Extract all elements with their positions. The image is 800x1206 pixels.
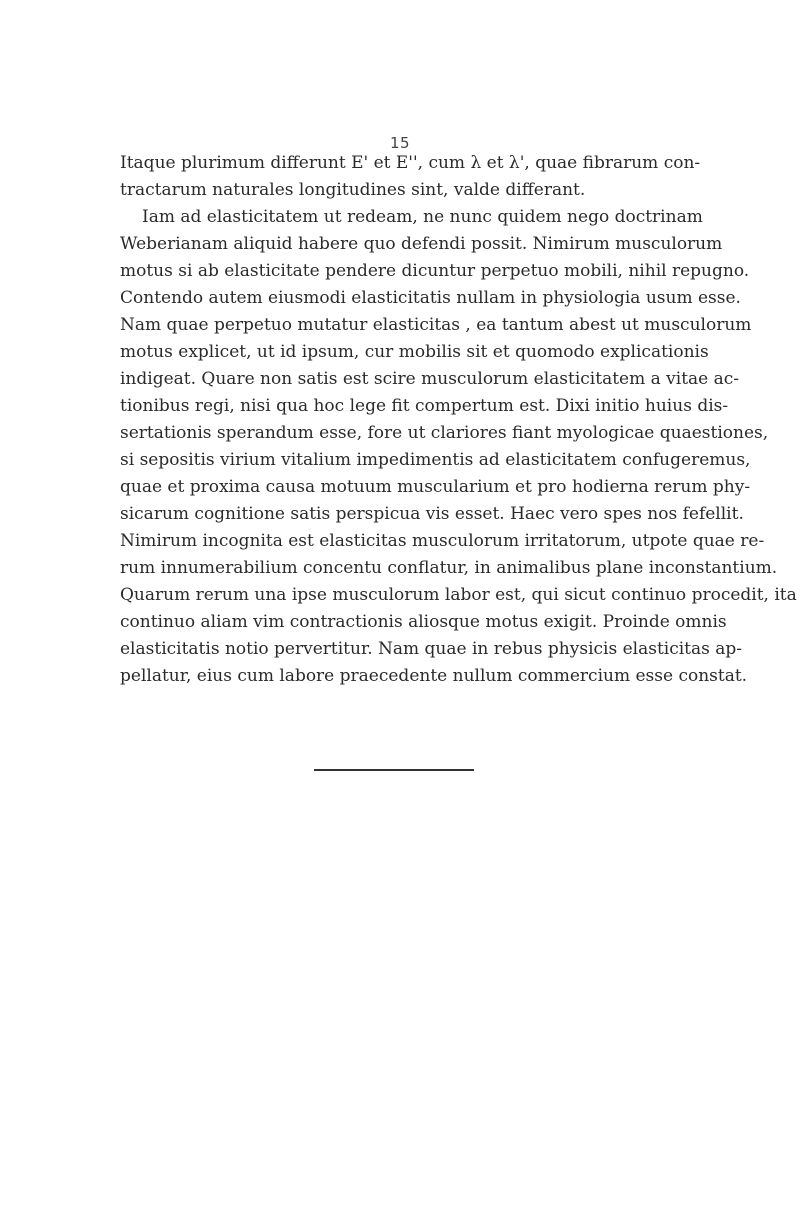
- text-line: motus explicet, ut id ipsum, cur mobilis sit et quomodo explicationis: [120, 342, 709, 362]
- text-line: Quarum rerum una ipse musculorum labor est, qui sicut continuo procedit, ita: [120, 585, 797, 605]
- text-line: rum innumerabilium concentu conflatur, in animalibus plane inconstantium.: [120, 558, 778, 578]
- text-line: sertationis sperandum esse, fore ut clariores fiant myologicae quaestiones,: [120, 423, 769, 443]
- text-line: Weberianam aliquid habere quo defendi possit. Nimirum musculorum: [120, 234, 723, 254]
- text-line: indigeat. Quare non satis est scire musculorum elasticitatem a vitae ac-: [120, 369, 740, 389]
- text-line: Nimirum incognita est elasticitas musculorum irritatorum, utpote quae re-: [120, 531, 765, 551]
- text-line: Iam ad elasticitatem ut redeam, ne nunc quidem nego doctrinam: [142, 207, 703, 227]
- body-text: [120, 150, 797, 690]
- text-line: tractarum naturales longitudines sint, valde differant.: [120, 180, 586, 200]
- text-line: si sepositis virium vitalium impedimentis ad elasticitatem confugeremus,: [120, 450, 751, 470]
- text-line: tionibus regi, nisi qua hoc lege fit compertum est. Dixi initio huius dis-: [120, 396, 729, 416]
- section-divider: [314, 769, 474, 771]
- page-number: 15: [389, 134, 411, 152]
- text-line: Contendo autem eiusmodi elasticitatis nullam in physiologia usum esse.: [120, 288, 741, 308]
- text-line: elasticitatis notio pervertitur. Nam quae in rebus physicis elasticitas ap-: [120, 639, 743, 659]
- text-line: sicarum cognitione satis perspicua vis esset. Haec vero spes nos fefellit.: [120, 504, 744, 524]
- text-line: Itaque plurimum differunt E' et E'', cum λ et λ', quae fibrarum con-: [120, 153, 701, 173]
- text-line: quae et proxima causa motuum muscularium et pro hodierna rerum phy-: [120, 477, 751, 497]
- text-line: pellatur, eius cum labore praecedente nullum commercium esse constat.: [120, 666, 748, 686]
- text-line: continuo aliam vim contractionis aliosque motus exigit. Proinde omnis: [120, 612, 727, 632]
- text-line: motus si ab elasticitate pendere dicuntur perpetuo mobili, nihil repugno.: [120, 261, 750, 281]
- text-line: Nam quae perpetuo mutatur elasticitas , ea tantum abest ut musculorum: [120, 315, 752, 335]
